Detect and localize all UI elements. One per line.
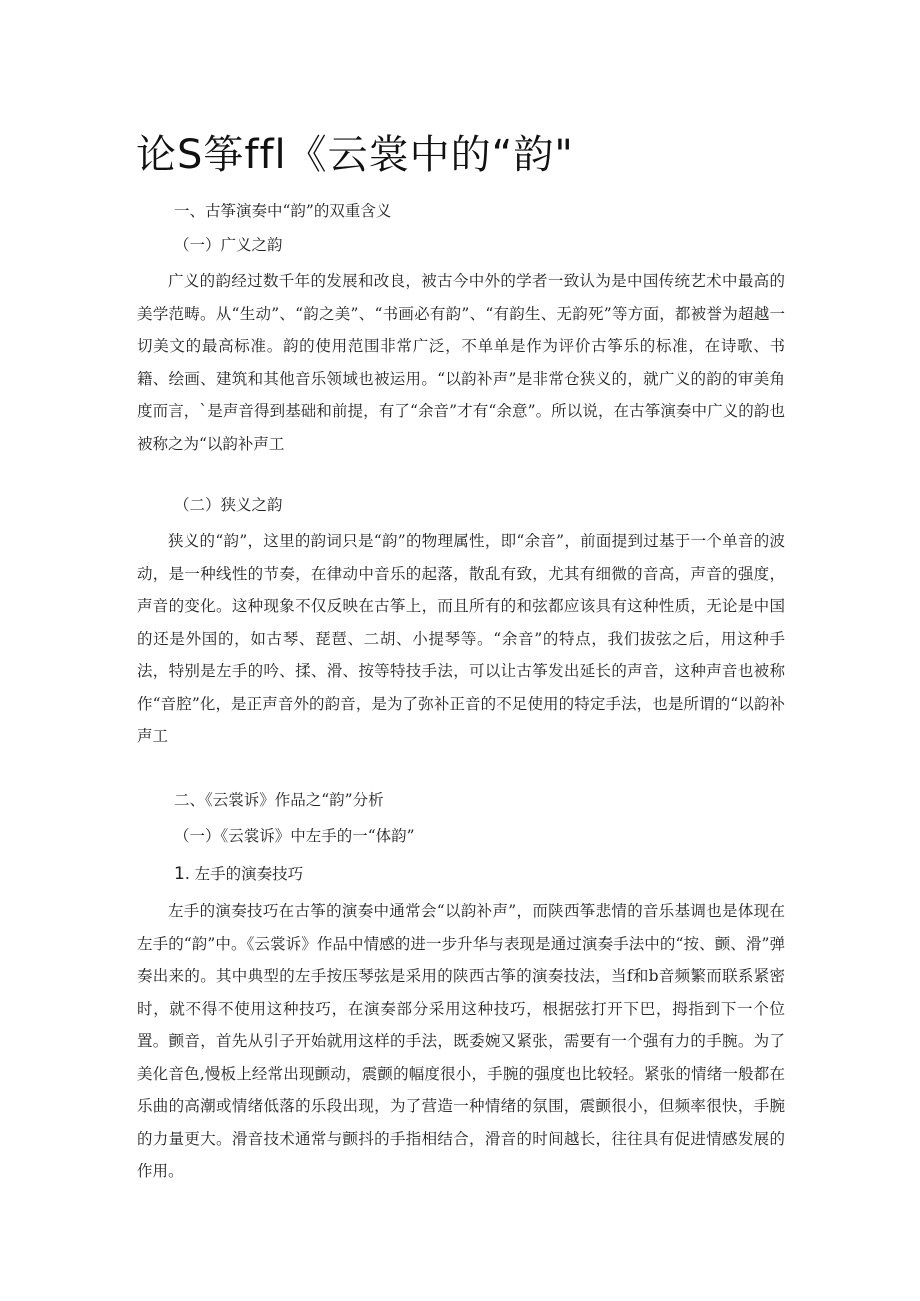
item-1-label: . 左手的演奏技巧 <box>184 865 304 883</box>
item-1-paragraph: 左手的演奏技巧在古筝的演奏中通常会“以韵补声”，而陕西筝悲情的音乐基调也是体现在左手的“韵”中。《云裳诉》作品中情感的进一步升华与表现是通过演奏手法中的“按、颤、滑”弹奏出来的。其中典型的左手按压琴弦是采用的陕西古筝的演奏技法，当f和b音频繁而联系紧密时，就不得不使用这种技巧，在演奏部分采用这种技巧，根据弦打开下巴，拇指到下一个位置。颤音，首先从引子开始就用这样的手法，既委婉又紧张，需要有一个强有力的手腕。为了美化音色,慢板上经常出现颤动，震颤的幅度很小，手腕的强度也比较轻。紧张的情绪一般都在乐曲的高潮或情绪低落的乐段出现，为了营造一种情绪的氛围，震颤很小，但频率很快，手腕的力量更大。滑音技术通常与颤抖的手指相结合，滑音的时间越长，往往具有促进情感发展的作用。 <box>137 902 785 1180</box>
item-1-number: 1 <box>174 864 185 884</box>
section-1-sub-2-heading: （二）狭义之韵 <box>174 496 283 514</box>
document-title: 论S筝ffl《云裳中的“韵" <box>136 132 574 178</box>
section-1-sub-2-paragraph: 狭义的“韵”，这里的韵词只是“韵”的物理属性，即“余音”，前面提到过基于一个单音的波动，是一种线性的节奏，在律动中音乐的起落，散乱有致，尤其有细微的音高，声音的强度，声音的变化。这种现象不仅反映在古筝上，而且所有的和弦都应该具有这种性质，无论是中国的还是外国的，如古琴、琵琶、二胡、小提琴等。“余音”的特点，我们拔弦之后，用这种手法，特别是左手的吟、揉、滑、按等特技手法，可以让古筝发出延长的声音，这种声音也被称作“音腔”化，是正声音外的韵音，是为了弥补正音的不足使用的特定手法，也是所谓的“以韵补声工 <box>137 532 785 745</box>
section-2-heading: 二、《云裳诉》作品之“韵”分析 <box>174 791 384 809</box>
section-1-sub-1-paragraph: 广义的韵经过数千年的发展和改良，被古今中外的学者一致认为是中国传统艺术中最高的美学范畴。从“生动”、“韵之美”、“书画必有韵”、“有韵生、无韵死”等方面，都被誉为超越一切美文的最高标准。韵的使用范围非常广泛，不单单是作为评价古筝乐的标准，在诗歌、书籍、绘画、建筑和其他音乐领域也被运用。“以韵补声”是非常仓狭义的，就广义的韵的审美角度而言，`是声音得到基础和前提，有了“余音”才有“余意”。所以说，在古筝演奏中广义的韵也被称之为“以韵补声工 <box>137 272 785 453</box>
section-1-sub-1-heading: （一）广义之韵 <box>174 236 283 254</box>
item-1-heading <box>174 863 303 885</box>
section-2-sub-1-heading: （一）《云裳诉》中左手的一“体韵” <box>174 827 415 845</box>
section-1-heading: 一、古筝演奏中“韵”的双重含义 <box>174 202 392 220</box>
